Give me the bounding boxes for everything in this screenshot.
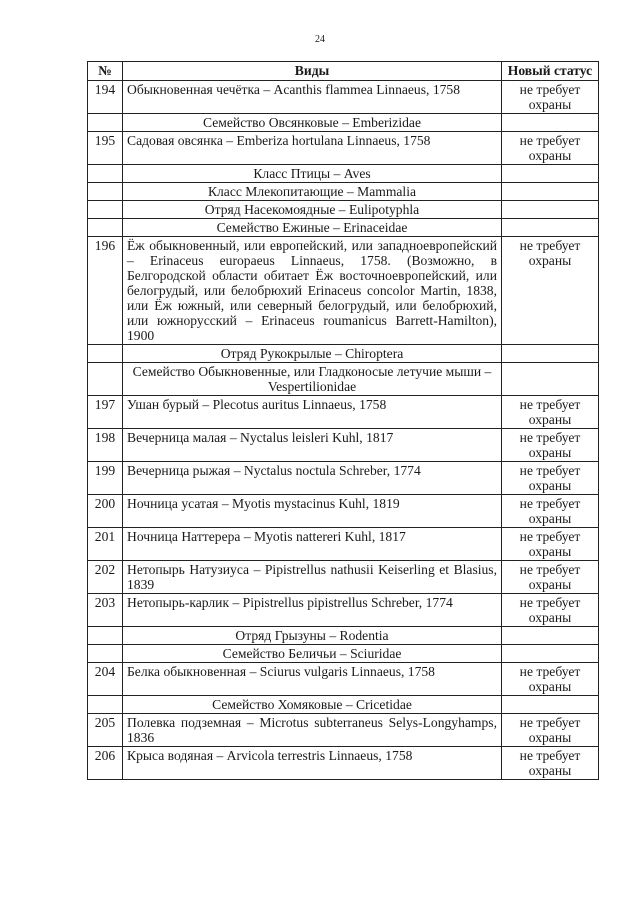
species-status: не требует охраны [502, 714, 599, 747]
taxon-group-row [88, 645, 599, 663]
empty-cell [88, 201, 123, 219]
species-name: Вечерница малая – Nyctalus leisleri Kuhl, 1817 [123, 429, 502, 462]
taxon-group-label: Семейство Овсянковые – Emberizidae [123, 114, 502, 132]
empty-cell [88, 165, 123, 183]
species-number: 205 [88, 714, 123, 747]
taxon-group-row [88, 363, 599, 396]
header-species: Виды [123, 62, 502, 81]
taxon-group-row [88, 627, 599, 645]
empty-cell [502, 114, 599, 132]
taxon-group-label: Семейство Ежиные – Erinaceidae [123, 219, 502, 237]
taxon-group-label: Отряд Насекомоядные – Eulipotyphla [123, 201, 502, 219]
species-row [88, 429, 599, 462]
species-number: 195 [88, 132, 123, 165]
species-row [88, 396, 599, 429]
empty-cell [502, 645, 599, 663]
taxon-group-label: Класс Птицы – Aves [123, 165, 502, 183]
taxon-group-label: Отряд Грызуны – Rodentia [123, 627, 502, 645]
header-new-status: Новый статус [502, 62, 599, 81]
species-row [88, 663, 599, 696]
taxon-group-row [88, 165, 599, 183]
taxon-group-label: Семейство Хомяковые – Cricetidae [123, 696, 502, 714]
taxon-group-label: Класс Млекопитающие – Mammalia [123, 183, 502, 201]
species-status: не требует охраны [502, 396, 599, 429]
species-name: Ночница усатая – Myotis mystacinus Kuhl, 1819 [123, 495, 502, 528]
header-number: № [88, 62, 123, 81]
species-name: Белка обыкновенная – Sciurus vulgaris Linnaeus, 1758 [123, 663, 502, 696]
species-name: Ночница Наттерера – Myotis nattereri Kuhl, 1817 [123, 528, 502, 561]
species-status: не требует охраны [502, 663, 599, 696]
taxon-group-row [88, 219, 599, 237]
species-row [88, 714, 599, 747]
empty-cell [502, 165, 599, 183]
species-status: не требует охраны [502, 528, 599, 561]
species-number: 196 [88, 237, 123, 345]
species-status: не требует охраны [502, 561, 599, 594]
empty-cell [88, 114, 123, 132]
species-row [88, 237, 599, 345]
species-number: 198 [88, 429, 123, 462]
species-status: не требует охраны [502, 462, 599, 495]
table-body [88, 81, 599, 780]
taxon-group-label: Семейство Беличьи – Sciuridae [123, 645, 502, 663]
page-number: 24 [315, 34, 325, 45]
empty-cell [88, 363, 123, 396]
species-status: не требует охраны [502, 81, 599, 114]
species-status: не требует охраны [502, 495, 599, 528]
species-row [88, 747, 599, 780]
taxon-group-label: Отряд Рукокрылые – Chiroptera [123, 345, 502, 363]
species-row [88, 561, 599, 594]
species-number: 204 [88, 663, 123, 696]
species-name: Нетопырь-карлик – Pipistrellus pipistrellus Schreber, 1774 [123, 594, 502, 627]
empty-cell [502, 363, 599, 396]
species-number: 206 [88, 747, 123, 780]
species-name: Нетопырь Натузиуса – Pipistrellus nathusii Keiserling et Blasius, 1839 [123, 561, 502, 594]
species-number: 199 [88, 462, 123, 495]
species-row [88, 132, 599, 165]
empty-cell [88, 645, 123, 663]
species-number: 202 [88, 561, 123, 594]
species-number: 203 [88, 594, 123, 627]
species-row [88, 81, 599, 114]
species-number: 201 [88, 528, 123, 561]
empty-cell [502, 345, 599, 363]
taxon-group-row [88, 183, 599, 201]
taxon-group-row [88, 114, 599, 132]
species-row [88, 495, 599, 528]
empty-cell [88, 345, 123, 363]
taxon-group-row [88, 201, 599, 219]
species-name: Ушан бурый – Plecotus auritus Linnaeus, 1758 [123, 396, 502, 429]
empty-cell [88, 696, 123, 714]
empty-cell [502, 627, 599, 645]
species-name: Полевка подземная – Microtus subterraneus Selys-Longyhamps, 1836 [123, 714, 502, 747]
species-status: не требует охраны [502, 237, 599, 345]
species-status: не требует охраны [502, 132, 599, 165]
species-name: Ёж обыкновенный, или европейский, или западноевропейский – Erinaceus europaeus Linnaeus, 1758. (Возможно, в Белгородской области обитает Ёж восточноевропейский, или белогрудый, или белобрюхий Erinaceus concolor Martin, 1838, или Ёж южный, или северный белогрудый, или белобрюхий, или южнорусский – Erinaceus roumanicus Barrett-Hamilton), 1900 [123, 237, 502, 345]
species-status-table [87, 61, 599, 780]
empty-cell [88, 183, 123, 201]
species-name: Садовая овсянка – Emberiza hortulana Linnaeus, 1758 [123, 132, 502, 165]
species-row [88, 462, 599, 495]
taxon-group-row [88, 696, 599, 714]
empty-cell [502, 201, 599, 219]
empty-cell [88, 627, 123, 645]
species-name: Крыса водяная – Arvicola terrestris Linnaeus, 1758 [123, 747, 502, 780]
species-row [88, 594, 599, 627]
empty-cell [502, 219, 599, 237]
empty-cell [88, 219, 123, 237]
taxon-group-label: Семейство Обыкновенные, или Гладконосые летучие мыши – Vespertilionidae [123, 363, 502, 396]
species-name: Вечерница рыжая – Nyctalus noctula Schreber, 1774 [123, 462, 502, 495]
species-row [88, 528, 599, 561]
species-status: не требует охраны [502, 429, 599, 462]
species-status: не требует охраны [502, 594, 599, 627]
species-number: 194 [88, 81, 123, 114]
species-name: Обыкновенная чечётка – Acanthis flammea Linnaeus, 1758 [123, 81, 502, 114]
taxon-group-row [88, 345, 599, 363]
species-status: не требует охраны [502, 747, 599, 780]
species-number: 197 [88, 396, 123, 429]
empty-cell [502, 183, 599, 201]
species-number: 200 [88, 495, 123, 528]
empty-cell [502, 696, 599, 714]
table-header-row [88, 62, 599, 81]
